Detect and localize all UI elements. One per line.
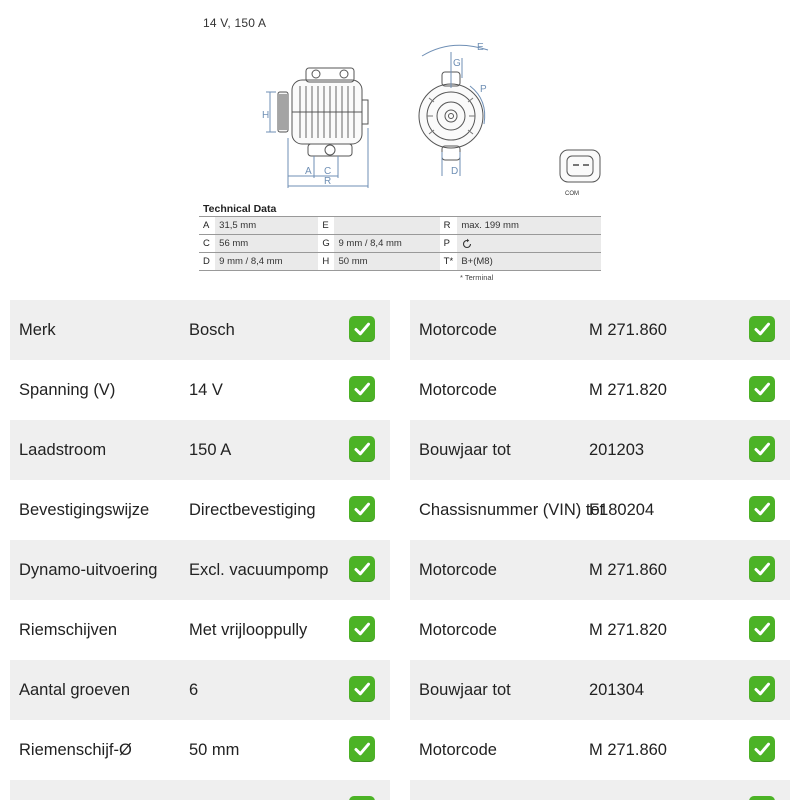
check-mark-icon [349,736,375,762]
attribute-value: Directbevestiging [189,501,316,519]
attribute-label: Motorcode [419,561,497,579]
rotation-direction-icon [461,238,473,250]
attribute-label: Bouwjaar tot [419,441,511,459]
check-mark-icon [349,376,375,402]
dim-label-a: A [305,166,312,177]
dim-label-e: E [477,42,484,53]
attribute-value: F180204 [589,501,655,519]
check-mark-icon [749,496,775,522]
alternator-drawing [196,28,606,200]
tech-value: 31,5 mm [215,217,318,235]
tech-key: T* [440,253,458,271]
attribute-label: Merk [19,321,56,339]
attribute-row [410,600,790,660]
dim-label-d: D [451,166,459,177]
tech-row [199,217,601,235]
tech-key: G [318,235,334,253]
attribute-row [10,540,390,600]
check-mark-icon [749,736,775,762]
tech-value: B+(M8) [457,253,601,271]
attribute-value: 150 A [189,441,232,459]
attribute-value: 50 mm [189,741,240,759]
tech-key: D [199,253,215,271]
check-mark-icon [349,316,375,342]
tech-key: H [318,253,334,271]
tech-key: R [440,217,458,235]
tech-row [199,253,601,271]
tech-key: E [318,217,334,235]
attribute-row [410,360,790,420]
attribute-row [410,540,790,600]
attribute-label: Bouwjaar tot [419,681,511,699]
check-mark-icon [749,616,775,642]
check-mark-icon [349,796,375,800]
attribute-row [410,420,790,480]
attribute-value: M 271.860 [589,321,667,339]
attribute-row [10,600,390,660]
attribute-value: 201203 [589,441,645,459]
attribute-label: Motorcode [419,321,497,339]
tech-key: C [199,235,215,253]
attribute-label: Dynamo-uitvoering [19,561,158,579]
tech-key: A [199,217,215,235]
attribute-label: Chassisnummer (VIN) tot [419,501,605,519]
attribute-row [10,360,390,420]
check-mark-icon [349,556,375,582]
attribute-row [410,720,790,780]
technical-data-title: Technical Data [203,203,277,215]
dim-label-p: P [480,84,487,95]
check-mark-icon [749,556,775,582]
tech-value: 9 mm / 8,4 mm [215,253,318,271]
tech-value [334,217,439,235]
attribute-row [410,780,790,800]
attribute-label: Spanning (V) [19,381,116,399]
attribute-value: 6 [189,681,199,699]
voltage-current-spec: 14 V, 150 A [203,16,267,30]
technical-data-table [199,216,601,271]
tech-value: max. 199 mm [457,217,601,235]
attribute-value: Met vrijlooppully [189,621,308,639]
check-mark-icon [349,436,375,462]
attribute-label: Laadstroom [19,441,107,459]
attribute-row [10,420,390,480]
dim-label-c: C [324,166,332,177]
product-datasheet [196,8,606,290]
attribute-label: Riemenschijf-Ø [19,741,132,759]
check-mark-icon [349,496,375,522]
check-mark-icon [749,676,775,702]
tech-key: P [440,235,458,253]
tech-value: 9 mm / 8,4 mm [334,235,439,253]
attribute-value: M 271.860 [589,741,667,759]
attribute-value: M 271.820 [589,381,667,399]
tech-value: 50 mm [334,253,439,271]
attribute-label: Bevestigingswijze [19,501,150,519]
dim-label-g: G [453,58,461,69]
attribute-label: Motorcode [419,621,497,639]
attribute-label: Aantal groeven [19,681,130,699]
attribute-row [410,660,790,720]
attribute-row [10,300,390,360]
attribute-value: 14 V [189,381,223,399]
check-mark-icon [749,376,775,402]
attribute-row [410,300,790,360]
terminal-footnote: * Terminal [460,273,494,282]
attribute-value: 201304 [589,681,645,699]
dim-label-r: R [324,176,332,187]
check-mark-icon [749,316,775,342]
attribute-row [10,480,390,540]
attribute-row [10,780,390,800]
attribute-value: M 271.860 [589,561,667,579]
attribute-label: Riemschijven [19,621,118,639]
attribute-row [10,660,390,720]
check-mark-icon [749,796,775,800]
attribute-label: Motorcode [419,741,497,759]
connector-label-com: COM [565,191,579,197]
attributes-right-column [410,300,790,800]
check-mark-icon [749,436,775,462]
tech-row [199,235,601,253]
tech-value-rotation [457,235,601,253]
attribute-row [410,480,790,540]
attribute-value: Bosch [189,321,235,339]
check-mark-icon [349,616,375,642]
tech-value: 56 mm [215,235,318,253]
attribute-row [10,720,390,780]
attribute-label: Motorcode [419,381,497,399]
attributes-left-column [10,300,390,800]
attribute-value: M 271.820 [589,621,667,639]
check-mark-icon [349,676,375,702]
attribute-value: Excl. vacuumpomp [189,561,329,579]
dim-label-h: H [262,110,270,121]
